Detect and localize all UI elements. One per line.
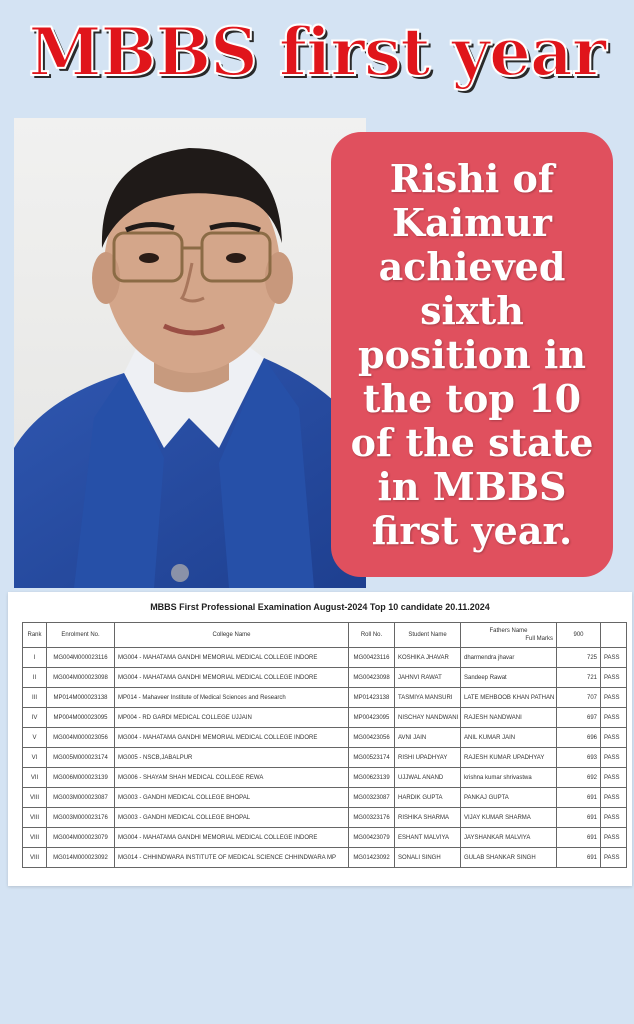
cell-rank: VIII — [23, 848, 47, 868]
header-fathers-label: Fathers Name — [489, 628, 528, 634]
cell-college: MP004 - RD GARDI MEDICAL COLLEGE UJJAIN — [115, 708, 349, 728]
cell-enrolment: MP014M000023138 — [47, 688, 115, 708]
student-portrait-photo — [14, 118, 366, 588]
cell-rank: VIII — [23, 788, 47, 808]
cell-roll: MG00423098 — [349, 668, 395, 688]
cell-rank: VII — [23, 768, 47, 788]
cell-result: PASS — [601, 708, 627, 728]
cell-marks: 721 — [557, 668, 601, 688]
result-table-card — [8, 592, 632, 886]
cell-rank: II — [23, 668, 47, 688]
table-row — [23, 648, 627, 668]
cell-student: RISHI UPADHYAY — [395, 748, 461, 768]
cell-roll: MG00423079 — [349, 828, 395, 848]
cell-rank: V — [23, 728, 47, 748]
cell-result: PASS — [601, 668, 627, 688]
cell-rank: VI — [23, 748, 47, 768]
cell-result: PASS — [601, 768, 627, 788]
cell-college: MG004 - MAHATAMA GANDHI MEMORIAL MEDICAL COLLEGE INDORE — [115, 648, 349, 668]
cell-rank: III — [23, 688, 47, 708]
cell-enrolment: MP004M000023095 — [47, 708, 115, 728]
cell-college: MG004 - MAHATAMA GANDHI MEMORIAL MEDICAL COLLEGE INDORE — [115, 728, 349, 748]
results-table — [22, 622, 627, 868]
cell-enrolment: MG004M000023056 — [47, 728, 115, 748]
cell-roll: MG00423116 — [349, 648, 395, 668]
cell-father: VIJAY KUMAR SHARMA — [461, 808, 557, 828]
cell-father: krishna kumar shrivastwa — [461, 768, 557, 788]
header-full-marks-label: Full Marks — [525, 636, 553, 642]
cell-enrolment: MG004M000023079 — [47, 828, 115, 848]
achievement-callout — [331, 132, 613, 577]
cell-result: PASS — [601, 748, 627, 768]
cell-marks: 691 — [557, 808, 601, 828]
cell-roll: MG00423056 — [349, 728, 395, 748]
table-row — [23, 848, 627, 868]
cell-enrolment: MG004M000023116 — [47, 648, 115, 668]
cell-result: PASS — [601, 688, 627, 708]
cell-father: JAYSHANKAR MALVIYA — [461, 828, 557, 848]
cell-enrolment: MG003M000023176 — [47, 808, 115, 828]
table-title: MBBS First Professional Examination August-2024 Top 10 candidate 20.11.2024 — [150, 602, 490, 612]
cell-father: ANIL KUMAR JAIN — [461, 728, 557, 748]
cell-student: UJJWAL ANAND — [395, 768, 461, 788]
cell-result: PASS — [601, 808, 627, 828]
table-body — [23, 648, 627, 868]
table-row — [23, 808, 627, 828]
table-row — [23, 788, 627, 808]
cell-roll: MG00523174 — [349, 748, 395, 768]
cell-college: MG004 - MAHATAMA GANDHI MEMORIAL MEDICAL COLLEGE INDORE — [115, 668, 349, 688]
cell-father: PANKAJ GUPTA — [461, 788, 557, 808]
cell-father: GULAB SHANKAR SINGH — [461, 848, 557, 868]
cell-roll: MG01423092 — [349, 848, 395, 868]
table-row — [23, 828, 627, 848]
cell-marks: 696 — [557, 728, 601, 748]
cell-marks: 691 — [557, 828, 601, 848]
cell-college: MG005 - NSCB,JABALPUR — [115, 748, 349, 768]
cell-father: LATE MEHBOOB KHAN PATHAN — [461, 688, 557, 708]
header-college: College Name — [115, 623, 349, 648]
cell-enrolment: MG004M000023098 — [47, 668, 115, 688]
cell-college: MG003 - GANDHI MEDICAL COLLEGE BHOPAL — [115, 808, 349, 828]
cell-marks: 692 — [557, 768, 601, 788]
cell-student: HARDIK GUPTA — [395, 788, 461, 808]
cell-student: SONALI SINGH — [395, 848, 461, 868]
cell-result: PASS — [601, 828, 627, 848]
table-row — [23, 748, 627, 768]
header-roll: Roll No. — [349, 623, 395, 648]
callout-text: Rishi of Kaimur achieved sixth position in the top 10 of the state in MBBS first year. — [350, 155, 594, 553]
cell-student: KOSHIKA JHAVAR — [395, 648, 461, 668]
cell-roll: MG00323176 — [349, 808, 395, 828]
cell-college: MG004 - MAHATAMA GANDHI MEMORIAL MEDICAL COLLEGE INDORE — [115, 828, 349, 848]
cell-roll: MP00423095 — [349, 708, 395, 728]
table-header-row — [23, 623, 627, 648]
cell-rank: IV — [23, 708, 47, 728]
cell-marks: 691 — [557, 848, 601, 868]
cell-rank: I — [23, 648, 47, 668]
cell-student: AVNI JAIN — [395, 728, 461, 748]
headline: MBBS first year — [28, 13, 606, 91]
cell-college: MG014 - CHHINDWARA INSTITUTE OF MEDICAL SCIENCE CHHINDWARA MP — [115, 848, 349, 868]
cell-college: MP014 - Mahaveer Institute of Medical Sciences and Research — [115, 688, 349, 708]
cell-marks: 691 — [557, 788, 601, 808]
cell-enrolment: MG005M000023174 — [47, 748, 115, 768]
cell-father: dharmendra jhavar — [461, 648, 557, 668]
cell-roll: MG00623139 — [349, 768, 395, 788]
cell-father: RAJESH NANDWANI — [461, 708, 557, 728]
cell-roll: MG00323087 — [349, 788, 395, 808]
cell-result: PASS — [601, 648, 627, 668]
cell-college: MG003 - GANDHI MEDICAL COLLEGE BHOPAL — [115, 788, 349, 808]
cell-father: Sandeep Rawat — [461, 668, 557, 688]
cell-student: JAHNVI RAWAT — [395, 668, 461, 688]
cell-marks: 693 — [557, 748, 601, 768]
cell-student: TASMIYA MANSURI — [395, 688, 461, 708]
table-row — [23, 708, 627, 728]
table-row — [23, 768, 627, 788]
cell-result: PASS — [601, 728, 627, 748]
cell-rank: VIII — [23, 808, 47, 828]
cell-marks: 725 — [557, 648, 601, 668]
cell-result: PASS — [601, 848, 627, 868]
cell-student: RISHIKA SHARMA — [395, 808, 461, 828]
cell-father: RAJESH KUMAR UPADHYAY — [461, 748, 557, 768]
header-student: Student Name — [395, 623, 461, 648]
table-row — [23, 728, 627, 748]
cell-result: PASS — [601, 788, 627, 808]
table-row — [23, 688, 627, 708]
header-rank: Rank — [23, 623, 47, 648]
cell-student: ESHANT MALVIYA — [395, 828, 461, 848]
cell-student: NISCHAY NANDWANI — [395, 708, 461, 728]
header-result — [601, 623, 627, 648]
header-marks: 900 — [557, 623, 601, 648]
table-row — [23, 668, 627, 688]
cell-marks: 697 — [557, 708, 601, 728]
cell-college: MG006 - SHAYAM SHAH MEDICAL COLLEGE REWA — [115, 768, 349, 788]
cell-roll: MP01423138 — [349, 688, 395, 708]
portrait-illustration — [14, 118, 366, 588]
cell-marks: 707 — [557, 688, 601, 708]
cell-enrolment: MG003M000023087 — [47, 788, 115, 808]
cell-enrolment: MG006M000023139 — [47, 768, 115, 788]
cell-rank: VIII — [23, 828, 47, 848]
header-enrolment: Enrolment No. — [47, 623, 115, 648]
header-fathers-name — [461, 623, 557, 648]
cell-enrolment: MG014M000023092 — [47, 848, 115, 868]
